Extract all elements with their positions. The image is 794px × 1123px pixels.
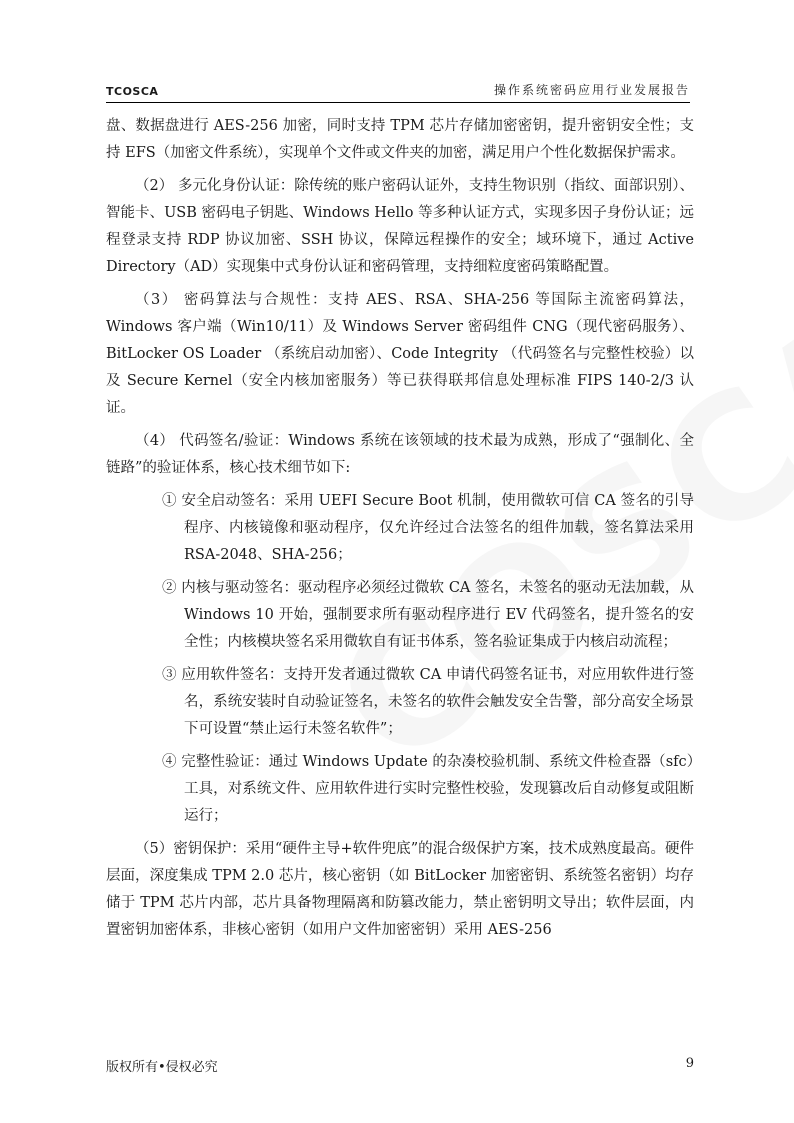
list-item-secure-boot: ① 安全启动签名：采用 UEFI Secure Boot 机制，使用微软可信 CA 签名的引导程序、内核镜像和驱动程序，仅允许经过合法签名的组件加载，签名算法采用 RSA-2048、SHA-256； <box>162 493 694 563</box>
paragraph-algorithms-compliance: （3） 密码算法与合规性：支持 AES、RSA、SHA-256 等国际主流密码算法，Windows 客户端（Win10/11）及 Windows Server 密码组件 CNG（现代密码服务）、BitLocker OS Loader （系统启动加密）、Code Integrity （代码签名与完整性校验）以及 Secure Kernel（安全内核加密服务）等已获得联邦信息处理标准 FIPS 140-2/3 认证。 <box>106 292 694 416</box>
paragraph-code-signing: （4） 代码签名/验证：Windows 系统在该领域的技术最为成熟，形成了“强制化、全链路”的验证体系，核心技术细节如下: <box>106 433 694 476</box>
paragraph-continued: 盘、数据盘进行 AES-256 加密，同时支持 TPM 芯片存储加密密钥，提升密钥安全性；支持 EFS（加密文件系统），实现单个文件或文件夹的加密，满足用户个性化数据保护需求。 <box>106 118 694 161</box>
header-org: TCOSCA <box>106 85 159 98</box>
page-footer <box>106 1056 694 1075</box>
page-number: 9 <box>685 1056 694 1071</box>
footer-copyright: 版权所有•侵权必究 <box>106 1060 218 1075</box>
list-item-integrity-check: ④ 完整性验证：通过 Windows Update 的杂凑校验机制、系统文件检查器（sfc）工具，对系统文件、应用软件进行实时完整性校验，发现篡改后自动修复或阻断运行； <box>162 754 694 824</box>
list-item-app-signing: ③ 应用软件签名：支持开发者通过微软 CA 申请代码签名证书，对应用软件进行签名，系统安装时自动验证签名，未签名的软件会触发安全告警，部分高安全场景下可设置“禁止运行未签名软件”； <box>162 667 694 737</box>
paragraph-key-protection: （5）密钥保护：采用“硬件主导+软件兜底”的混合级保护方案，技术成熟度最高。硬件层面，深度集成 TPM 2.0 芯片，核心密钥（如 BitLocker 加密密钥、系统签名密钥）均存储于 TPM 芯片内部，芯片具备物理隔离和防篡改能力，禁止密钥明文导出；软件层面，内置密钥加密体系，非核心密钥（如用户文件加密密钥）采用 AES-256 <box>106 841 694 938</box>
paragraph-identity-auth: （2） 多元化身份认证：除传统的账户密码认证外，支持生物识别（指纹、面部识别）、智能卡、USB 密码电子钥匙、Windows Hello 等多种认证方式，实现多因子身份认证；远程登录支持 RDP 协议加密、SSH 协议，保障远程操作的安全；域环境下，通过 Active Directory（AD）实现集中式身份认证和密码管理，支持细粒度密码策略配置。 <box>106 178 694 275</box>
list-item-kernel-driver-signing: ② 内核与驱动签名：驱动程序必须经过微软 CA 签名，未签名的驱动无法加载，从 Windows 10 开始，强制要求所有驱动程序进行 EV 代码签名，提升签名的安全性；内核模块签名采用微软自有证书体系，签名验证集成于内核启动流程； <box>162 580 694 650</box>
page-header <box>106 76 690 103</box>
body-text <box>106 113 694 950</box>
header-doc-title: 操作系统密码应用行业发展报告 <box>493 83 690 97</box>
